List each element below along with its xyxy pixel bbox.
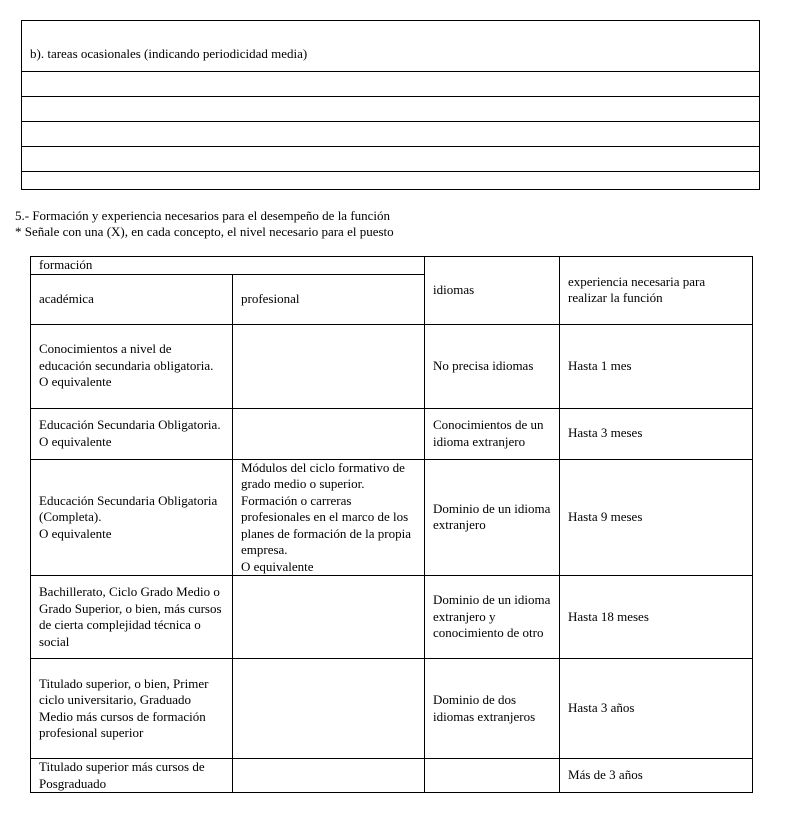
cell-idiomas: Dominio de un idioma extranjero y conocimiento de otro <box>425 576 560 659</box>
table-row <box>31 576 753 659</box>
table-row <box>31 408 753 459</box>
cell-academica: Conocimientos a nivel de educación secundaria obligatoria. O equivalente <box>31 324 233 408</box>
cell-experiencia: Hasta 9 meses <box>560 459 753 576</box>
cell-idiomas[interactable] <box>425 759 560 793</box>
header-row-1 <box>31 257 753 275</box>
cell-experiencia: Más de 3 años <box>560 759 753 793</box>
cell-experiencia: Hasta 1 mes <box>560 324 753 408</box>
section-5-heading: 5.- Formación y experiencia necesarios para el desempeño de la función <box>15 208 391 223</box>
blank-line-3[interactable] <box>22 122 759 147</box>
table-row <box>31 759 753 793</box>
cell-experiencia: Hasta 3 meses <box>560 408 753 459</box>
header-idiomas: idiomas <box>425 257 560 325</box>
cell-profesional[interactable] <box>233 659 425 759</box>
cell-profesional[interactable] <box>233 576 425 659</box>
cell-academica: Titulado superior, o bien, Primer ciclo universitario, Graduado Medio más cursos de formación profesional superior <box>31 659 233 759</box>
training-experience-table <box>30 256 753 793</box>
cell-idiomas: No precisa idiomas <box>425 324 560 408</box>
cell-profesional[interactable] <box>233 759 425 793</box>
cell-experiencia: Hasta 3 años <box>560 659 753 759</box>
cell-academica: Educación Secundaria Obligatoria. O equivalente <box>31 408 233 459</box>
cell-profesional[interactable] <box>233 408 425 459</box>
section-5-note: * Señale con una (X), en cada concepto, el nivel necesario para el puesto <box>15 224 394 239</box>
cell-profesional: Módulos del ciclo formativo de grado medio o superior. Formación o carreras profesionales en el marco de los planes de formación de la propia empresa. O equivalente <box>233 459 425 576</box>
blank-line-4[interactable] <box>22 147 759 172</box>
header-experiencia: experiencia necesaria para realizar la función <box>560 257 753 325</box>
table-row <box>31 659 753 759</box>
table-row <box>31 324 753 408</box>
cell-idiomas: Dominio de un idioma extranjero <box>425 459 560 576</box>
blank-line-2[interactable] <box>22 97 759 122</box>
cell-academica: Bachillerato, Ciclo Grado Medio o Grado Superior, o bien, más cursos de cierta complejidad técnica o social <box>31 576 233 659</box>
cell-profesional[interactable] <box>233 324 425 408</box>
occasional-tasks-title: b). tareas ocasionales (indicando periodicidad media) <box>30 46 308 61</box>
header-formacion: formación <box>31 257 425 275</box>
cell-experiencia: Hasta 18 meses <box>560 576 753 659</box>
occasional-tasks-box <box>21 20 760 190</box>
cell-academica: Titulado superior más cursos de Posgraduado <box>31 759 233 793</box>
header-profesional: profesional <box>233 274 425 324</box>
occasional-tasks-title-row <box>22 21 759 72</box>
cell-idiomas: Dominio de dos idiomas extranjeros <box>425 659 560 759</box>
blank-line-1[interactable] <box>22 72 759 97</box>
cell-idiomas: Conocimientos de un idioma extranjero <box>425 408 560 459</box>
table-row <box>31 459 753 576</box>
header-academica: académica <box>31 274 233 324</box>
cell-academica: Educación Secundaria Obligatoria (Completa). O equivalente <box>31 459 233 576</box>
